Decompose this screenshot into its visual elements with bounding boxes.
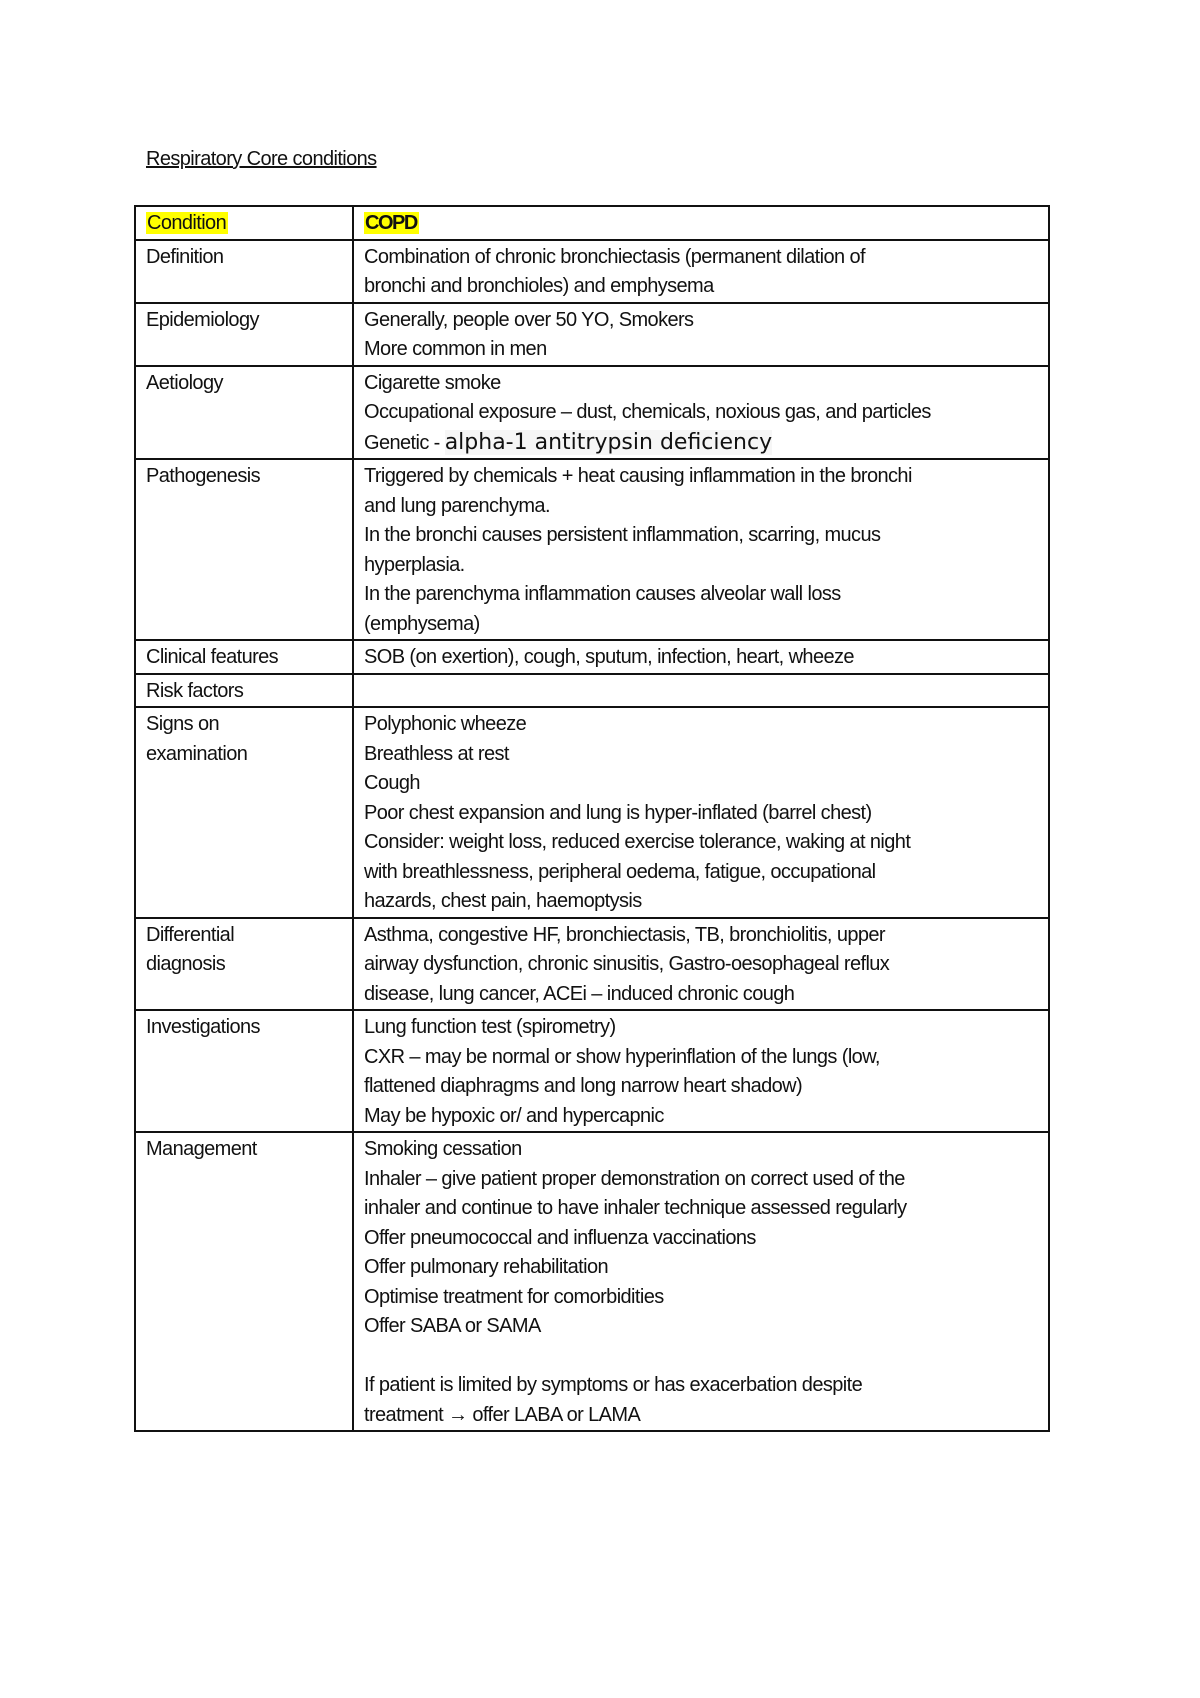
content-line: Breathless at rest (364, 742, 509, 765)
genetic-prefix: Genetic - (364, 431, 445, 454)
table-row (135, 674, 1049, 708)
content-line: with breathlessness, peripheral oedema, fatigue, occupational (364, 860, 876, 883)
content-line: inhaler and continue to have inhaler technique assessed regularly (364, 1197, 907, 1219)
row-content-cell (353, 707, 1049, 918)
row-label: Differential (146, 923, 235, 946)
row-label-cell (135, 918, 353, 1011)
content-line: Consider: weight loss, reduced exercise tolerance, waking at night (364, 831, 911, 853)
row-content-cell (353, 303, 1049, 366)
row-label-cell (135, 459, 353, 640)
row-label: Definition (146, 245, 224, 268)
content-line: In the bronchi causes persistent inflammation, scarring, mucus (364, 524, 881, 546)
row-label-cell (135, 303, 353, 366)
row-label: Signs on (146, 713, 220, 735)
content-line: In the parenchyma inflammation causes alveolar wall loss (364, 583, 841, 605)
content-line: hazards, chest pain, haemoptysis (364, 890, 642, 912)
row-label: diagnosis (146, 953, 226, 975)
row-content-cell (353, 366, 1049, 460)
row-label: Management (146, 1138, 257, 1160)
header-value: COPD (365, 212, 417, 234)
row-label-cell (135, 1132, 353, 1431)
content-line: Optimise treatment for comorbidities (364, 1285, 664, 1308)
table-row (135, 918, 1049, 1011)
row-content-cell (353, 1132, 1049, 1431)
content-line: Cigarette smoke (364, 371, 501, 394)
content-line: airway dysfunction, chronic sinusitis, Gastro-oesophageal reflux (364, 953, 890, 975)
table-row (135, 366, 1049, 460)
row-label: Epidemiology (146, 308, 259, 331)
content-line: disease, lung cancer, ACEi – induced chronic cough (364, 982, 795, 1005)
content-line: Polyphonic wheeze (364, 713, 527, 735)
content-line: bronchi and bronchioles) and emphysema (364, 275, 714, 297)
table-row (135, 707, 1049, 918)
genetic-value: alpha-1 antitrypsin deficiency (444, 429, 773, 455)
row-content-cell (353, 459, 1049, 640)
table-header-row (135, 206, 1049, 240)
row-label: examination (146, 742, 248, 765)
content-line: hyperplasia. (364, 553, 465, 576)
content-line: Occupational exposure – dust, chemicals, noxious gas, and particles (364, 401, 931, 423)
row-label: Clinical features (146, 646, 279, 668)
content-line: Offer pulmonary rehabilitation (364, 1256, 608, 1278)
condition-table (134, 205, 1050, 1432)
content-line: May be hypoxic or/ and hypercapnic (364, 1104, 664, 1127)
row-label: Risk factors (146, 679, 244, 702)
header-value-cell (353, 206, 1049, 240)
table-row (135, 640, 1049, 674)
row-content-cell (353, 640, 1049, 674)
content-line: Inhaler – give patient proper demonstration on correct used of the (364, 1167, 905, 1190)
content-line: Cough (364, 772, 420, 794)
genetic-line (364, 428, 1038, 459)
row-label: Pathogenesis (146, 465, 261, 487)
row-label-cell (135, 674, 353, 708)
content-line: Asthma, congestive HF, bronchiectasis, TB, bronchiolitis, upper (364, 923, 885, 946)
content-line: (emphysema) (364, 612, 480, 635)
content-line: and lung parenchyma. (364, 494, 550, 517)
row-label-cell (135, 640, 353, 674)
table-row (135, 303, 1049, 366)
content-line (364, 1342, 1038, 1372)
content-line: Smoking cessation (364, 1138, 522, 1160)
header-key-cell (135, 206, 353, 240)
table-row (135, 1010, 1049, 1132)
row-label: Investigations (146, 1016, 260, 1038)
content-line: Combination of chronic bronchiectasis (permanent dilation of (364, 245, 865, 268)
table-row (135, 459, 1049, 640)
header-key: Condition (147, 212, 227, 234)
content-line: If patient is limited by symptoms or has exacerbation despite (364, 1374, 863, 1396)
content-line: CXR – may be normal or show hyperinflation of the lungs (low, (364, 1045, 880, 1068)
content-line: treatment → offer LABA or LAMA (364, 1403, 641, 1426)
row-label-cell (135, 366, 353, 460)
table-row (135, 240, 1049, 303)
content-line: Generally, people over 50 YO, Smokers (364, 308, 694, 331)
content-line: SOB (on exertion), cough, sputum, infection, heart, wheeze (364, 646, 854, 668)
content-line: More common in men (364, 338, 547, 360)
row-content-cell (353, 918, 1049, 1011)
content-line: Poor chest expansion and lung is hyper-inflated (barrel chest) (364, 801, 872, 824)
row-content-cell (353, 1010, 1049, 1132)
table-row (135, 1132, 1049, 1431)
content-line: Lung function test (spirometry) (364, 1016, 616, 1038)
row-content-cell (353, 674, 1049, 708)
row-label: Aetiology (146, 371, 223, 394)
content-line: Triggered by chemicals + heat causing inflammation in the bronchi (364, 465, 912, 487)
content-line: Offer SABA or SAMA (364, 1315, 541, 1337)
row-label-cell (135, 1010, 353, 1132)
document-title: Respiratory Core conditions (146, 148, 377, 170)
row-label-cell (135, 707, 353, 918)
content-line: flattened diaphragms and long narrow heart shadow) (364, 1075, 803, 1097)
row-label-cell (135, 240, 353, 303)
row-content-cell (353, 240, 1049, 303)
content-line: Offer pneumococcal and influenza vaccinations (364, 1226, 756, 1249)
